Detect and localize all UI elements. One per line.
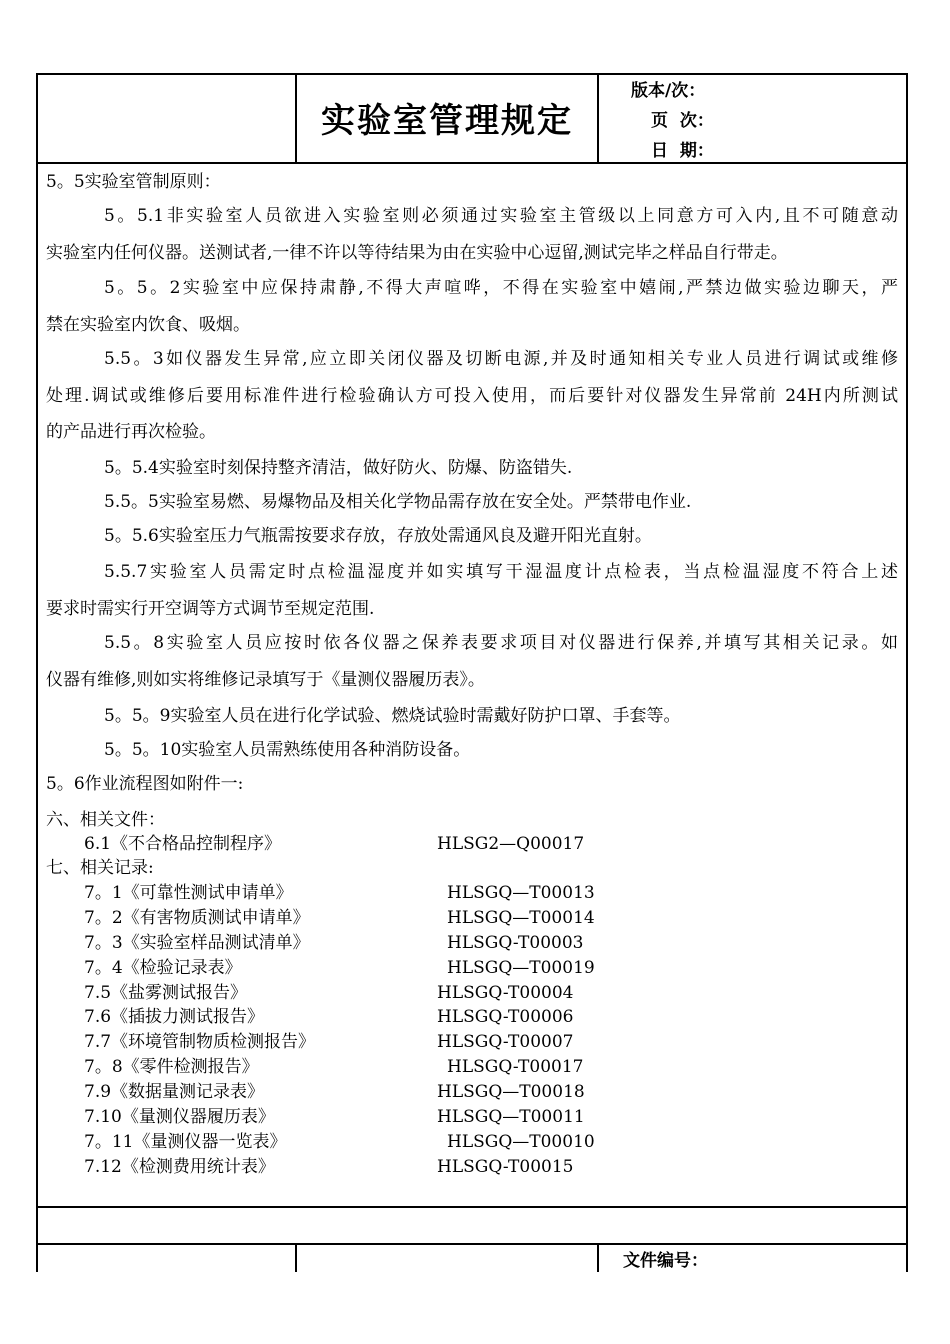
paragraph-5-5-3-line-1: 5.5。3如仪器发生异常,应立即关闭仪器及切断电源,并及时通知相关专业人员进行调试或维修	[104, 349, 898, 369]
doc-number-label: 文件编号：	[623, 1251, 708, 1271]
record-name: 7.7《环境管制物质检测报告》	[84, 1032, 316, 1052]
document-title: 实验室管理规定	[321, 101, 573, 141]
record-code: HLSGQ—T00014	[447, 908, 595, 928]
record-name: 7。3《实验室样品测试清单》	[84, 933, 310, 953]
record-code: HLSGQ-T00007	[437, 1032, 574, 1052]
record-code: HLSGQ-T00003	[447, 933, 584, 953]
paragraph-5-5-4: 5。5.4实验室时刻保持整齐清洁，做好防火、防爆、防盗错失.	[104, 458, 573, 478]
paragraph-5-5-2-line-1: 5。5。2实验室中应保持肃静,不得大声喧哗，不得在实验室中嬉闹,严禁边做实验边聊天，严	[104, 278, 898, 298]
paragraph-5-5-10: 5。5。10实验室人员需熟练使用各种消防设备。	[104, 740, 471, 760]
paragraph-5-5-8-line-2: 仪器有维修,则如实将维修记录填写于《量测仪器履历表》。	[46, 670, 485, 690]
paragraph-5-5-7-line-2: 要求时需实行开空调等方式调节至规定范围.	[46, 599, 375, 619]
record-name: 7.12《检测费用统计表》	[84, 1157, 275, 1177]
record-name: 7.9《数据量测记录表》	[84, 1082, 265, 1102]
paragraph-5-5-5: 5.5。5实验室易燃、易爆物品及相关化学物品需存放在安全处。严禁带电作业.	[104, 492, 692, 512]
record-name: 7。4《检验记录表》	[84, 958, 242, 978]
header-bottom-line	[36, 162, 908, 164]
footer-divider-left	[295, 1243, 297, 1272]
record-name: 7。8《零件检测报告》	[84, 1057, 259, 1077]
record-code: HLSGQ-T00004	[437, 983, 574, 1003]
paragraph-5-5-8-line-1: 5.5。8实验室人员应按时依各仪器之保养表要求项目对仪器进行保养,并填写其相关记录。如	[104, 633, 898, 653]
record-code: HLSGQ—T00019	[447, 958, 595, 978]
record-name: 7。1《可靠性测试申请单》	[84, 883, 293, 903]
record-code: HLSGQ—T00011	[437, 1107, 585, 1127]
paragraph-5-5-3-line-3: 的产品进行再次检验。	[46, 422, 216, 442]
paragraph-5-5-7-line-1: 5.5.7实验室人员需定时点检温湿度并如实填写干湿温度计点检表，当点检温湿度不符合上述	[104, 562, 898, 582]
record-name: 7。11《量测仪器一览表》	[84, 1132, 287, 1152]
record-name: 7.10《量测仪器履历表》	[84, 1107, 275, 1127]
footer-divider-right	[597, 1243, 599, 1272]
frame-top-line	[36, 73, 908, 75]
footer-line-1	[36, 1206, 908, 1208]
paragraph-5-5-2-line-2: 禁在实验室内饮食、吸烟。	[46, 315, 250, 335]
record-code: HLSGQ—T00010	[447, 1132, 595, 1152]
related-records-heading: 七、相关记录:	[46, 858, 154, 878]
paragraph-5-5-3-line-2: 处理.调试或维修后要用标准件进行检验确认方可投入使用，而后要针对仪器发生异常前 24H内所测试	[46, 386, 898, 406]
paragraph-5-5-1-line-1: 5。5.1非实验室人员欲进入实验室则必须通过实验室主管级以上同意方可入内,且不可随意动	[104, 206, 898, 226]
record-code: HLSGQ—T00018	[437, 1082, 585, 1102]
paragraph-5-5-1-line-2: 实验室内任何仪器。送测试者,一律不许以等待结果为由在实验中心逗留,测试完毕之样品自行带走。	[46, 243, 788, 263]
record-code: HLSGQ-T00017	[447, 1057, 584, 1077]
principles-heading: 5。5实验室管制原则：	[46, 172, 221, 192]
related-doc-code: HLSG2—Q00017	[437, 834, 585, 854]
frame-left-line	[36, 73, 38, 1272]
paragraph-5-5-9: 5。5。9实验室人员在进行化学试验、燃烧试验时需戴好防护口罩、手套等。	[104, 706, 681, 726]
paragraph-5-5-6: 5。5.6实验室压力气瓶需按要求存放，存放处需通风良及避开阳光直射。	[104, 526, 652, 546]
flow-heading: 5。6作业流程图如附件一:	[46, 774, 244, 794]
record-code: HLSGQ-T00015	[437, 1157, 574, 1177]
record-name: 7.5《盐雾测试报告》	[84, 983, 248, 1003]
record-name: 7.6《插拔力测试报告》	[84, 1007, 265, 1027]
record-code: HLSGQ-T00006	[437, 1007, 574, 1027]
related-docs-heading: 六、相关文件：	[46, 810, 165, 830]
related-doc-name: 6.1《不合格品控制程序》	[84, 834, 282, 854]
version-label: 版本/次：	[631, 81, 706, 101]
page-label: 页 次：	[651, 111, 714, 131]
record-code: HLSGQ—T00013	[447, 883, 595, 903]
footer-line-2	[36, 1243, 908, 1245]
date-label: 日 期：	[651, 141, 714, 161]
frame-right-line	[906, 73, 908, 1272]
record-name: 7。2《有害物质测试申请单》	[84, 908, 310, 928]
